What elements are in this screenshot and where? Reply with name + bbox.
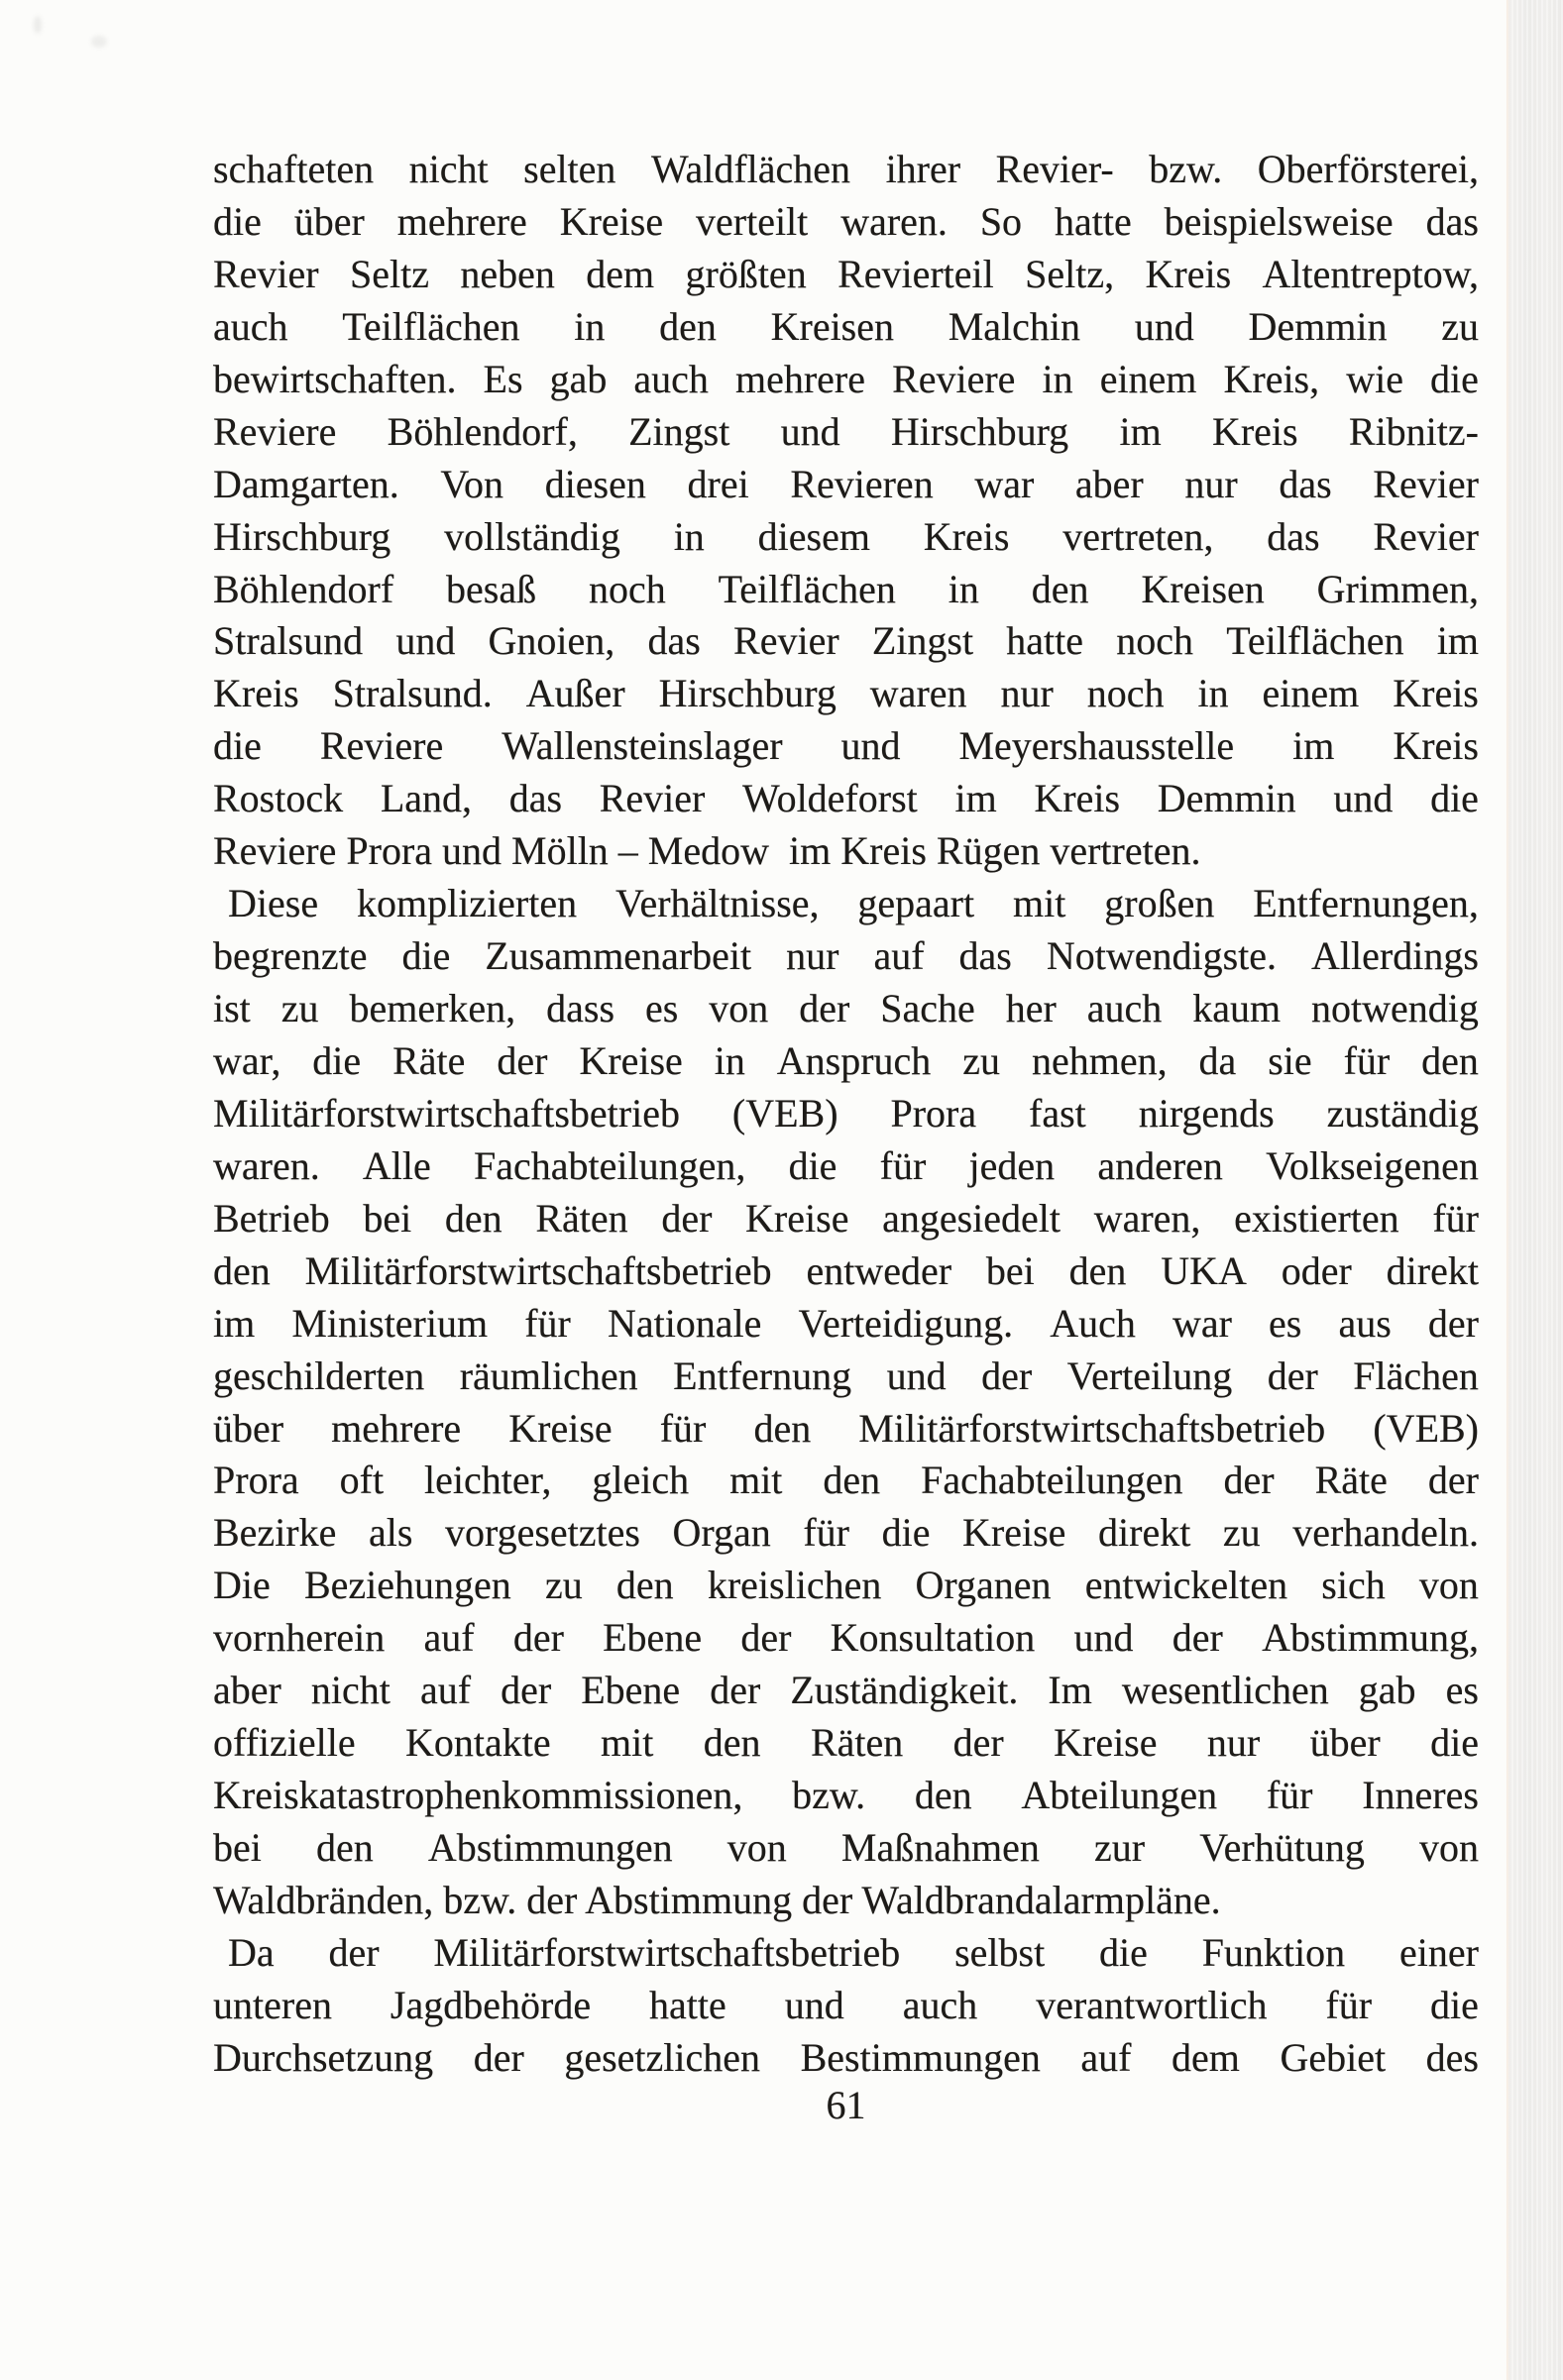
text-line: Militärforstwirtschaftsbetrieb (VEB) Prora fast nirgends zuständig bbox=[213, 1090, 1479, 1136]
text-line: schafteten nicht selten Waldflächen ihrer Revier- bzw. Oberförsterei, bbox=[213, 147, 1479, 191]
scan-smudge bbox=[91, 36, 107, 48]
text-line: ist zu bemerken, dass es von der Sache her auch kaum notwendig bbox=[213, 986, 1479, 1030]
text-line: Betrieb bei den Räten der Kreise angesiedelt waren, existierten für bbox=[213, 1195, 1479, 1241]
text-line: im Ministerium für Nationale Verteidigung. Auch war es aus der bbox=[213, 1300, 1479, 1346]
text-line: aber nicht auf der Ebene der Zuständigkeit. Im wesentlichen gab es bbox=[213, 1668, 1479, 1713]
text-line: die über mehrere Kreise verteilt waren. So hatte beispielsweise das bbox=[213, 198, 1479, 244]
text-line: Böhlendorf besaß noch Teilflächen in den Kreisen Grimmen, bbox=[213, 566, 1479, 611]
text-line: auch Teilflächen in den Kreisen Malchin und Demmin zu bbox=[213, 303, 1479, 349]
text-line: vornherein auf der Ebene der Konsultation und der Abstimmung, bbox=[213, 1615, 1479, 1661]
text-line: waren. Alle Fachabteilungen, die für jeden anderen Volkseigenen bbox=[213, 1142, 1479, 1188]
text-line: bei den Abstimmungen von Maßnahmen zur Verhütung von bbox=[213, 1825, 1479, 1870]
text-line: Bezirke als vorgesetztes Organ für die Kreise direkt zu verhandeln. bbox=[213, 1510, 1479, 1556]
page-edge-shadow bbox=[1507, 0, 1563, 2380]
text-line: Reviere Böhlendorf, Zingst und Hirschburg im Kreis Ribnitz- bbox=[213, 408, 1479, 454]
text-line: unteren Jagdbehörde hatte und auch verantwortlich für die bbox=[213, 1982, 1479, 2027]
text-line: offizielle Kontakte mit den Räten der Kreise nur über die bbox=[213, 1720, 1479, 1766]
text-line: Rostock Land, das Revier Woldeforst im Kreis Demmin und die bbox=[213, 776, 1479, 821]
text-line: Stralsund und Gnoien, das Revier Zingst hatte noch Teilflächen im bbox=[213, 618, 1479, 664]
text-line: begrenzte die Zusammenarbeit nur auf das Notwendigste. Allerdings bbox=[213, 933, 1479, 979]
text-line: über mehrere Kreise für den Militärforstwirtschaftsbetrieb (VEB) bbox=[213, 1405, 1479, 1451]
text-line: geschilderten räumlichen Entfernung und der Verteilung der Flächen bbox=[213, 1352, 1479, 1398]
scan-smudge bbox=[34, 16, 42, 34]
page-text bbox=[213, 144, 1479, 2085]
text-line: Waldbränden, bzw. der Abstimmung der Waldbrandalarmpläne. bbox=[213, 1877, 1221, 1922]
text-line: bewirtschaften. Es gab auch mehrere Reviere in einem Kreis, wie die bbox=[213, 356, 1479, 401]
text-line: die Reviere Wallensteinslager und Meyershausstelle im Kreis bbox=[213, 723, 1479, 769]
text-line: Diese komplizierten Verhältnisse, gepaart mit großen Entfernungen, bbox=[228, 881, 1479, 926]
page-number: 61 bbox=[826, 2083, 866, 2127]
text-line: war, die Räte der Kreise in Anspruch zu nehmen, da sie für den bbox=[213, 1037, 1479, 1083]
text-line: Revier Seltz neben dem größten Revierteil Seltz, Kreis Altentreptow, bbox=[213, 251, 1479, 296]
text-line: Prora oft leichter, gleich mit den Fachabteilungen der Räte der bbox=[213, 1458, 1479, 1503]
text-line: den Militärforstwirtschaftsbetrieb entweder bei den UKA oder direkt bbox=[213, 1247, 1479, 1293]
text-line: Reviere Prora und Mölln – Medow im Kreis Rügen vertreten. bbox=[213, 828, 1201, 874]
text-line: Durchsetzung der gesetzlichen Bestimmungen auf dem Gebiet des bbox=[213, 2034, 1479, 2080]
text-line: Da der Militärforstwirtschaftsbetrieb selbst die Funktion einer bbox=[228, 1929, 1479, 1975]
text-line: Damgarten. Von diesen drei Revieren war aber nur das Revier bbox=[213, 461, 1479, 506]
text-line: Kreiskatastrophenkommissionen, bzw. den Abteilungen für Inneres bbox=[213, 1773, 1479, 1818]
text-line: Die Beziehungen zu den kreislichen Organen entwickelten sich von bbox=[213, 1563, 1479, 1608]
text-line: Kreis Stralsund. Außer Hirschburg waren nur noch in einem Kreis bbox=[213, 671, 1479, 716]
text-line: Hirschburg vollständig in diesem Kreis vertreten, das Revier bbox=[213, 513, 1479, 559]
